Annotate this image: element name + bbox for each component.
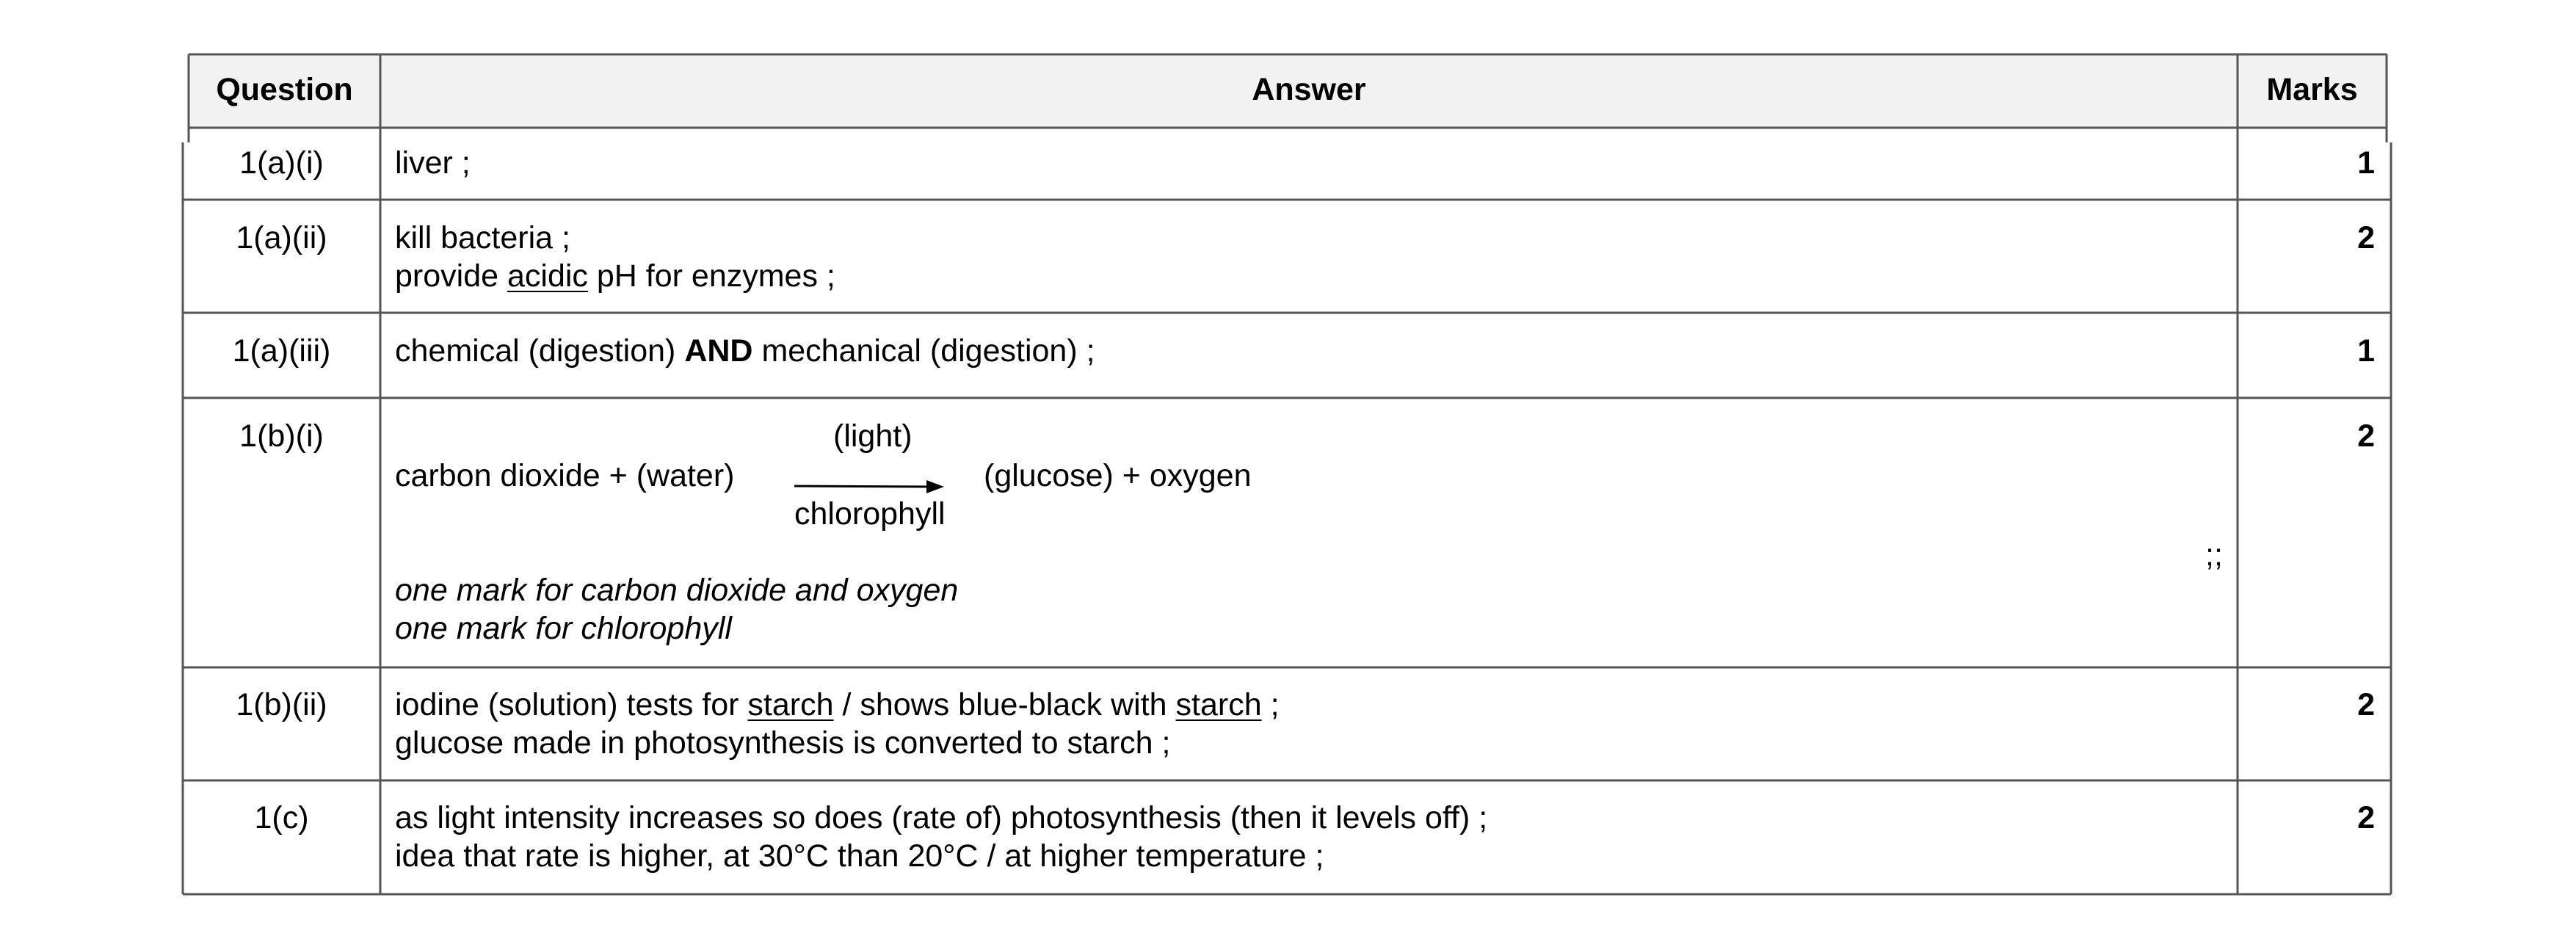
answer-text-part: / shows blue-black with (833, 687, 1176, 722)
question-number: 1(b)(i) (239, 418, 324, 454)
answer-line-1 (395, 686, 1280, 724)
header-marks: Marks (2266, 72, 2358, 107)
answer-text-part: mechanical (digestion) ; (752, 333, 1095, 369)
question-number: 1(a)(ii) (236, 220, 327, 255)
question-number: 1(a)(iii) (232, 333, 331, 369)
answer-text-part: iodine (solution) tests for (395, 687, 748, 722)
marks-value: 1 (2357, 145, 2375, 181)
header-answer: Answer (1252, 72, 1366, 107)
bold-connector: AND (684, 333, 753, 369)
marks-value: 2 (2357, 800, 2375, 835)
marking-note-2: one mark for chlorophyll (395, 611, 732, 646)
answer-line-2 (395, 257, 835, 295)
marking-note-1: one mark for carbon dioxide and oxygen (395, 573, 959, 608)
marks-value: 1 (2357, 333, 2375, 369)
marks-value: 2 (2357, 220, 2375, 255)
question-number: 1(b)(ii) (236, 687, 327, 722)
equation-above-arrow: (light) (833, 418, 913, 454)
reaction-arrow-shaft (794, 486, 932, 487)
answer-text-part: chemical (digestion) (395, 333, 685, 369)
answer-line-1: kill bacteria ; (395, 220, 570, 255)
answer-text-part: ; (1261, 687, 1280, 722)
question-number: 1(a)(i) (239, 145, 324, 181)
answer-line-2: glucose made in photosynthesis is converted to starch ; (395, 725, 1171, 761)
reaction-arrow-head (926, 480, 944, 493)
equation-below-arrow: chlorophyll (794, 496, 946, 532)
answer-line-1: as light intensity increases so does (rate of) photosynthesis (then it levels off) ; (395, 800, 1488, 835)
answer-text-part: provide (395, 258, 507, 294)
answer-text (395, 332, 1095, 370)
equation-reactants: carbon dioxide + (water) (395, 458, 735, 493)
question-number: 1(c) (254, 800, 309, 835)
answer-line-2: idea that rate is higher, at 30°C than 20°C / at higher temperature ; (395, 838, 1324, 874)
underlined-term: starch (1175, 687, 1262, 722)
answer-text: liver ; (395, 145, 471, 181)
equation-products: (glucose) + oxygen (984, 458, 1252, 493)
header-question: Question (216, 72, 353, 107)
answer-text-part: pH for enzymes ; (587, 258, 835, 294)
underlined-term: starch (747, 687, 834, 722)
mark-semicolons: ;; (2205, 537, 2223, 573)
marks-value: 2 (2357, 687, 2375, 722)
marks-value: 2 (2357, 418, 2375, 454)
underlined-term: acidic (507, 258, 588, 294)
